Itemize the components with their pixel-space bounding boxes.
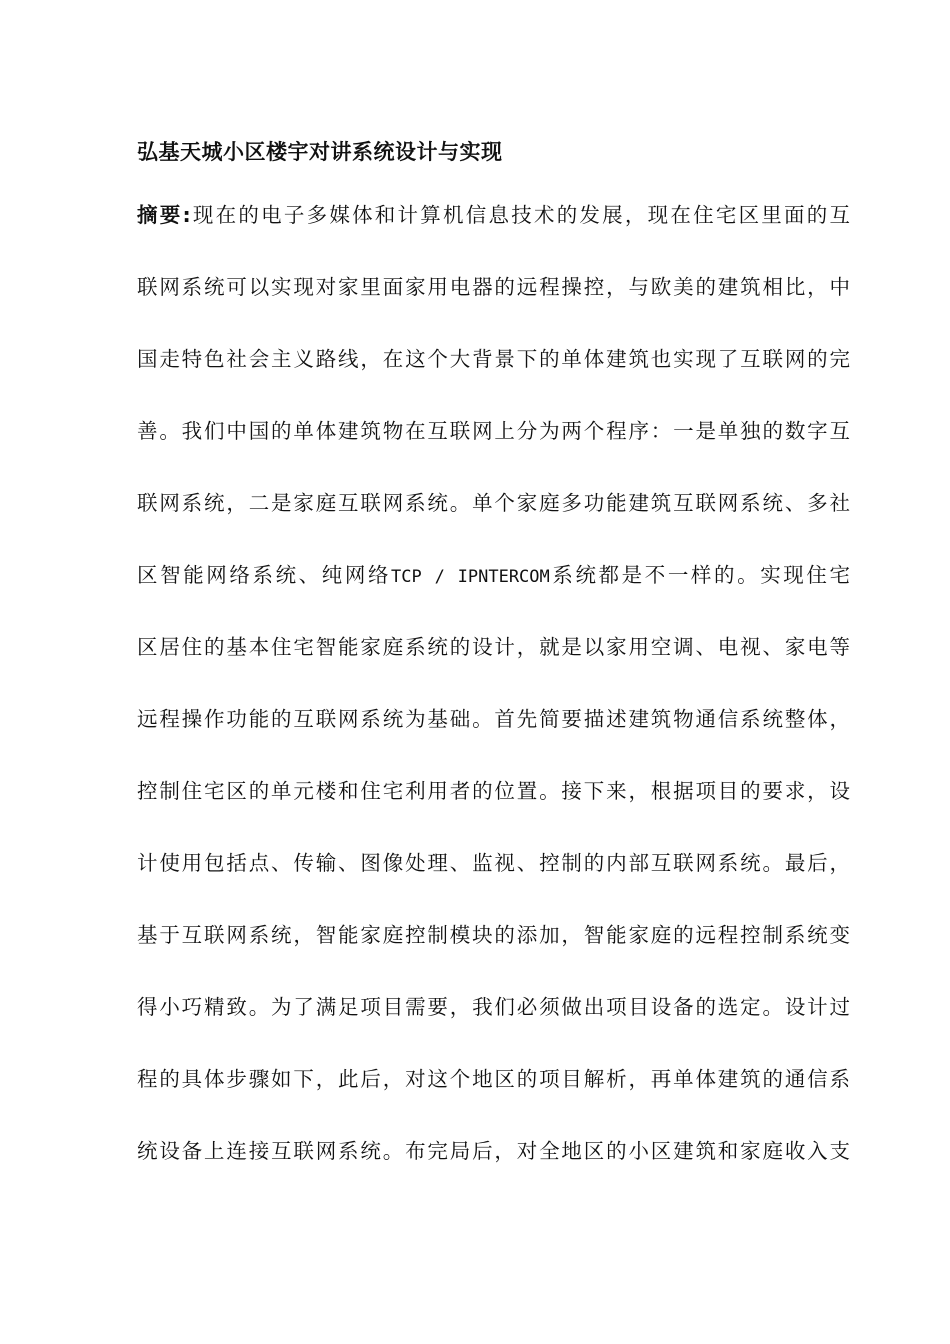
abstract-line-6-end: 系统都是不一样的。实现住宅: [549, 563, 850, 587]
abstract-line-4: 善。我们中国的单体建筑物在互联网上分为两个程序：一是单独的数字互: [137, 419, 850, 443]
abstract-line-10: 计使用包括点、传输、图像处理、监视、控制的内部互联网系统。最后，: [137, 851, 850, 875]
abstract-line-14: 统设备上连接互联网系统。布完局后，对全地区的小区建筑和家庭收入支: [137, 1139, 850, 1163]
abstract-line-7: 区居住的基本住宅智能家庭系统的设计，就是以家用空调、电视、家电等: [137, 635, 850, 659]
abstract-line-6: [137, 557, 850, 594]
abstract-line-1: [137, 197, 850, 234]
abstract-line-8: 远程操作功能的互联网系统为基础。首先简要描述建筑物通信系统整体，: [137, 707, 850, 731]
abstract-line-12: 得小巧精致。为了满足项目需要，我们必须做出项目设备的选定。设计过: [137, 995, 850, 1019]
abstract-label: 摘要: [137, 203, 183, 227]
abstract-line-2: 联网系统可以实现对家里面家用电器的远程操控，与欧美的建筑相比，中: [137, 275, 850, 299]
abstract-line-6-start: 区智能网络系统、纯网络: [137, 563, 392, 587]
abstract-line-13: 程的具体步骤如下，此后，对这个地区的项目解析，再单体建筑的通信系: [137, 1067, 850, 1091]
abstract-line-9: 控制住宅区的单元楼和住宅利用者的位置。接下来，根据项目的要求，设: [137, 779, 850, 803]
abstract-line-3: 国走特色社会主义路线，在这个大背景下的单体建筑也实现了互联网的完: [137, 347, 850, 371]
abstract-line-5: 联网系统，二是家庭互联网系统。单个家庭多功能建筑互联网系统、多社: [137, 491, 850, 515]
document-title: 弘基天城小区楼宇对讲系统设计与实现: [137, 140, 503, 164]
abstract-line-11: 基于互联网系统，智能家庭控制模块的添加，智能家庭的远程控制系统变: [137, 923, 850, 947]
abstract-text: 现在的电子多媒体和计算机信息技术的发展，现在住宅区里面的互: [190, 203, 850, 227]
protocol-name: TCP / IPNTERCOM: [391, 567, 550, 587]
abstract-body: [137, 197, 850, 1205]
abstract-colon: :: [182, 203, 191, 227]
